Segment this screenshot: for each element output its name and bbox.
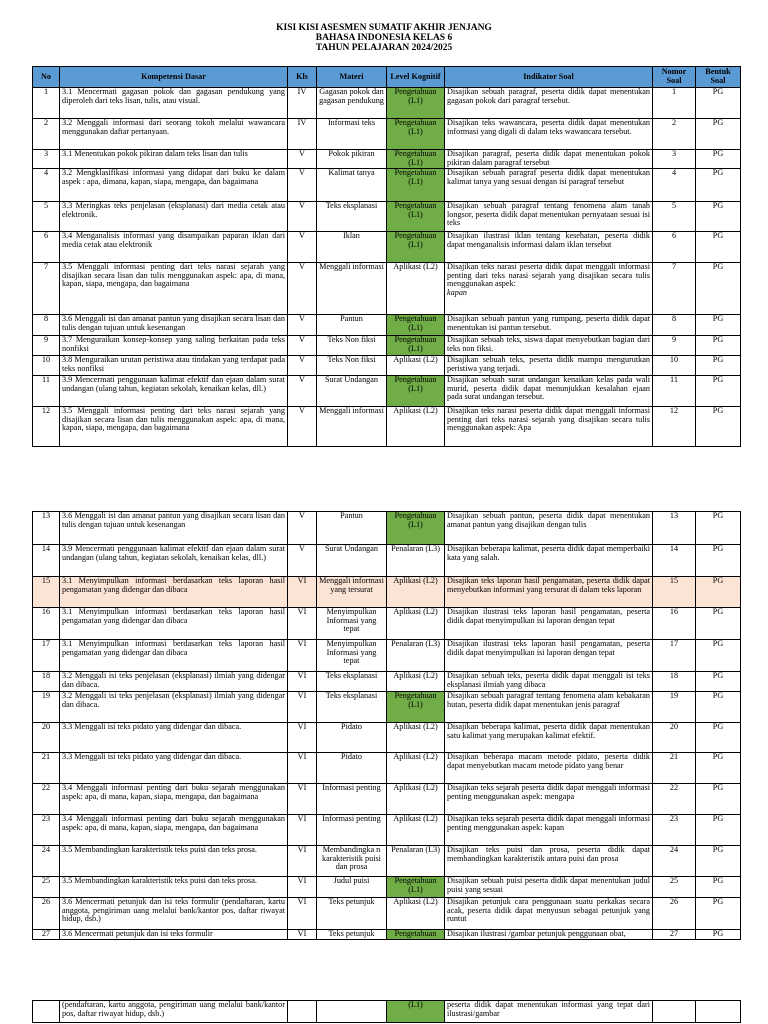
cell-materi: Teks petunjuk bbox=[317, 930, 387, 940]
table-row bbox=[33, 407, 741, 447]
cell-nomor: 21 bbox=[653, 753, 696, 784]
table-row bbox=[33, 119, 741, 150]
cell-bentuk: PG bbox=[696, 815, 741, 846]
cell-materi: Teks eksplanasi bbox=[317, 202, 387, 232]
table-row bbox=[33, 877, 741, 898]
cell-nomor: 14 bbox=[653, 545, 696, 577]
cell-nomor: 11 bbox=[653, 376, 696, 407]
cell-materi: Informasi penting bbox=[317, 815, 387, 846]
indikator-text: Disajikan teks narasi peserta didik dapat menggali informasi penting dari teks narasi sejarah yang disajikan secara tulis menggunakan aspek: bbox=[447, 262, 650, 289]
cell-indikator: Disajikan beberapa kalimat, peserta didik dapat memperbaiki kata yang salah. bbox=[445, 545, 653, 577]
cell-materi: Informasi teks bbox=[317, 119, 387, 150]
cell-kd: 3.3 Meringkas teks penjelasan (eksplanasi) dari media cetak atau elektronik. bbox=[60, 202, 288, 232]
cell-level: Pengetahuan bbox=[387, 930, 445, 940]
cell-bentuk: PG bbox=[696, 723, 741, 753]
col-header-kls: Kls bbox=[288, 67, 317, 88]
cell-bentuk: PG bbox=[696, 877, 741, 898]
cell-nomor: 4 bbox=[653, 169, 696, 202]
doc-title-line2: BAHASA INDONESIA KELAS 6 bbox=[315, 33, 453, 43]
table-row bbox=[33, 1001, 741, 1023]
cell-nomor: 17 bbox=[653, 640, 696, 672]
cell-kd: 3.1 Menyimpulkan informasi berdasarkan teks laporan hasil pengamatan yang didengar dan dibaca bbox=[60, 608, 288, 640]
cell-nomor: 24 bbox=[653, 846, 696, 877]
cell-nomor: 2 bbox=[653, 119, 696, 150]
cell-level: Pengetahuan (L1) bbox=[387, 88, 445, 119]
cell-kd: 3.1 Menyimpulkan informasi berdasarkan teks laporan hasil pengamatan yang didengar dan dibaca bbox=[60, 640, 288, 672]
cell-bentuk: PG bbox=[696, 315, 741, 336]
cell-nomor: 1 bbox=[653, 88, 696, 119]
cell-level: Aplikasi (L2) bbox=[387, 815, 445, 846]
cell-no: 7 bbox=[33, 263, 60, 315]
cell-level: Pengetahuan (L1) bbox=[387, 150, 445, 169]
cell-bentuk: PG bbox=[696, 202, 741, 232]
table-row bbox=[33, 263, 741, 315]
cell-nomor: 8 bbox=[653, 315, 696, 336]
cell-level: Aplikasi (L2) bbox=[387, 356, 445, 376]
table-row-highlighted bbox=[33, 577, 741, 608]
table-row bbox=[33, 784, 741, 815]
cell-indikator: Disajikan teks laporan hasil pengamatan, peserta didik dapat menyebutkan informasi yang tersurat di dalam teks laporan bbox=[445, 577, 653, 608]
table-row bbox=[33, 150, 741, 169]
table-row bbox=[33, 846, 741, 877]
cell-level: Pengetahuan (L1) bbox=[387, 336, 445, 356]
cell-materi: Teks Non fiksi bbox=[317, 356, 387, 376]
cell-indikator: Disajikan sebuah surat undangan kenaikan kelas pada wali murid, peserta didik dapat menunjukkan kesalahan ejaan pada surat undangan tersebut. bbox=[445, 376, 653, 407]
cell-no bbox=[33, 1001, 60, 1023]
cell-kls: VI bbox=[288, 815, 317, 846]
cell-bentuk: PG bbox=[696, 898, 741, 930]
cell-bentuk: PG bbox=[696, 846, 741, 877]
cell-kls: V bbox=[288, 407, 317, 447]
indikator-aspect: kapan bbox=[447, 287, 468, 297]
cell-bentuk: PG bbox=[696, 692, 741, 723]
cell-level: Pengetahuan (L1) bbox=[387, 232, 445, 263]
cell-kd: 3.4 Menggali informasi penting dari buku sejarah menggunakan aspek: apa, di mana, kapan, siapa, mengapa, dan bagaimana bbox=[60, 784, 288, 815]
cell-level: Aplikasi (L2) bbox=[387, 577, 445, 608]
cell-indikator: Disajikan teks puisi dan prosa, peserta didik dapat membandingkan karakteristik antara puisi dan prosa bbox=[445, 846, 653, 877]
cell-kls: IV bbox=[288, 119, 317, 150]
cell-no: 1 bbox=[33, 88, 60, 119]
cell-no: 25 bbox=[33, 877, 60, 898]
col-header-level: Level Kognitif bbox=[387, 67, 445, 88]
cell-kd: (pendaftaran, kartu anggota, pengiriman uang melalui bank/kantor pos, daftar riwayat hidup, dsb.) bbox=[60, 1001, 288, 1023]
cell-kls: VI bbox=[288, 608, 317, 640]
cell-kd: 3.2 Menggali informasi dari seorang tokoh melalui wawancara menggunakan daftar pertanyaan. bbox=[60, 119, 288, 150]
cell-kls: VI bbox=[288, 640, 317, 672]
cell-level: Pengetahuan (L1) bbox=[387, 315, 445, 336]
cell-kd: 3.5 Membandingkan karakteristik teks puisi dan teks prosa. bbox=[60, 846, 288, 877]
kisi-kisi-table-page3 bbox=[32, 1000, 741, 1023]
cell-indikator: Disajikan ilustrasi teks laporan hasil pengamatan, peserta didik dapat menyimpulkan isi laporan dengan tepat bbox=[445, 640, 653, 672]
cell-nomor: 5 bbox=[653, 202, 696, 232]
cell-indikator: Disajikan sebuah teks, peserta didik mampu mengurutkan peristiwa yang terjadi. bbox=[445, 356, 653, 376]
cell-no: 19 bbox=[33, 692, 60, 723]
cell-bentuk: PG bbox=[696, 232, 741, 263]
cell-kd: 3.5 Menggali informasi penting dari teks narasi sejarah yang disajikan secara lisan dan tulis menggunakan aspek: apa, di mana, kapan, siapa, mengapa, dan bagaimana bbox=[60, 407, 288, 447]
cell-kd: 3.2 Mengklasifikasi informasi yang didapat dari buku ke dalam aspek : apa, dimana, kapan, siapa, mengapa, dan bagaimana bbox=[60, 169, 288, 202]
cell-level: Pengetahuan (L1) bbox=[387, 169, 445, 202]
cell-no: 2 bbox=[33, 119, 60, 150]
cell-kls: V bbox=[288, 336, 317, 356]
cell-kd: 3.2 Menggali isi teks penjelasan (eksplanasi) ilmiah yang didengar dan dibaca. bbox=[60, 672, 288, 692]
cell-no: 26 bbox=[33, 898, 60, 930]
cell-nomor: 10 bbox=[653, 356, 696, 376]
cell-nomor: 18 bbox=[653, 672, 696, 692]
cell-level: Aplikasi (L2) bbox=[387, 753, 445, 784]
cell-kls: V bbox=[288, 512, 317, 545]
cell-indikator bbox=[445, 263, 653, 315]
cell-bentuk: PG bbox=[696, 577, 741, 608]
cell-no: 3 bbox=[33, 150, 60, 169]
table-row bbox=[33, 753, 741, 784]
cell-kd: 3.6 Mencermati petunjuk dan isi teks formulir (pendaftaran, kartu anggota, pengiriman uang melalui bank/kantor pos, daftar riwayat hidup, dsb.) bbox=[60, 898, 288, 930]
cell-bentuk: PG bbox=[696, 512, 741, 545]
cell-materi: Surat Undangan bbox=[317, 545, 387, 577]
cell-kls: V bbox=[288, 315, 317, 336]
cell-bentuk: PG bbox=[696, 640, 741, 672]
cell-kd: 3.1 Menentukan pokok pikiran dalam teks lisan dan tulis bbox=[60, 150, 288, 169]
cell-nomor: 9 bbox=[653, 336, 696, 356]
cell-bentuk: PG bbox=[696, 407, 741, 447]
cell-kd: 3.9 Mencermati penggunaan kalimat efektif dan ejaan dalam surat undangan (ulang tahun, kegiatan sekolah, kenaikan kelas, dll.) bbox=[60, 376, 288, 407]
cell-materi: Pidato bbox=[317, 723, 387, 753]
cell-materi: Pantun bbox=[317, 512, 387, 545]
cell-level: Aplikasi (L2) bbox=[387, 407, 445, 447]
cell-indikator: Disajikan sebuah pantun yang rumpang, peserta didik dapat menentukan isi pantun tersebut. bbox=[445, 315, 653, 336]
cell-indikator: Disajikan sebuah puisi peserta didik dapat menentukan judul puisi yang sesuai bbox=[445, 877, 653, 898]
cell-kls: IV bbox=[288, 88, 317, 119]
col-header-bentuk: Bentuk Soal bbox=[696, 67, 741, 88]
kisi-kisi-table-page2 bbox=[32, 511, 741, 940]
cell-level: Aplikasi (L2) bbox=[387, 672, 445, 692]
cell-nomor: 25 bbox=[653, 877, 696, 898]
cell-indikator: Disajikan sebuah paragraf, peserta didik dapat menentukan gagasan pokok dari paragraf tersebut. bbox=[445, 88, 653, 119]
cell-materi: Pidato bbox=[317, 753, 387, 784]
cell-indikator: Disajikan sebuah paragraf tentang fenomena alam kebakaran hutan, peserta didik dapat menentukan jenis paragraf bbox=[445, 692, 653, 723]
table-row bbox=[33, 898, 741, 930]
cell-level: Pengetahuan (L1) bbox=[387, 512, 445, 545]
cell-materi: Teks Non fiksi bbox=[317, 336, 387, 356]
cell-materi: Informasi penting bbox=[317, 784, 387, 815]
cell-nomor: 15 bbox=[653, 577, 696, 608]
cell-materi: Iklan bbox=[317, 232, 387, 263]
col-header-materi: Materi bbox=[317, 67, 387, 88]
cell-level: Aplikasi (L2) bbox=[387, 608, 445, 640]
cell-level: Penalaran (L3) bbox=[387, 545, 445, 577]
cell-nomor: 23 bbox=[653, 815, 696, 846]
cell-bentuk: PG bbox=[696, 930, 741, 940]
cell-kls: VI bbox=[288, 846, 317, 877]
cell-materi: Kalimat tanya bbox=[317, 169, 387, 202]
table-row bbox=[33, 232, 741, 263]
cell-bentuk: PG bbox=[696, 784, 741, 815]
cell-level: Pengetahuan (L1) bbox=[387, 119, 445, 150]
cell-materi: Teks eksplanasi bbox=[317, 692, 387, 723]
kisi-kisi-table-page1 bbox=[32, 66, 741, 447]
cell-level: Pengetahuan (L1) bbox=[387, 877, 445, 898]
table-row bbox=[33, 336, 741, 356]
cell-indikator: peserta didik dapat menentukan informasi yang tepat dari ilustrasi/gambar bbox=[445, 1001, 653, 1023]
cell-no: 24 bbox=[33, 846, 60, 877]
cell-nomor: 13 bbox=[653, 512, 696, 545]
table-row bbox=[33, 545, 741, 577]
cell-kls: VI bbox=[288, 784, 317, 815]
cell-indikator: Disajikan teks wawancara, peserta didik dapat menentukan informasi yang digali di dalam teks wawancara tersebut. bbox=[445, 119, 653, 150]
table-row bbox=[33, 640, 741, 672]
cell-indikator: Disajikan sebuah pantun, peserta didik dapat menentukan amanat pantun yang disajikan dengan tulis bbox=[445, 512, 653, 545]
cell-kd: 3.1 Mencermati gagasan pokok dan gagasan pendukung yang diperoleh dari teks lisan, tulis, atau visual. bbox=[60, 88, 288, 119]
cell-no: 4 bbox=[33, 169, 60, 202]
doc-title-line3: TAHUN PELAJARAN 2024/2025 bbox=[315, 43, 453, 53]
cell-indikator: Disajikan beberapa kalimat, peserta didik dapat menentukan satu kalimat yang merupakan kalimat efektif. bbox=[445, 723, 653, 753]
cell-indikator: Disajikan ilustrasi teks laporan hasil pengamatan, peserta didik dapat menyimpulkan isi laporan dengan tepat bbox=[445, 608, 653, 640]
cell-level: Aplikasi (L2) bbox=[387, 263, 445, 315]
cell-kls: V bbox=[288, 356, 317, 376]
table-row bbox=[33, 202, 741, 232]
cell-level: Pengetahuan (L1) bbox=[387, 692, 445, 723]
cell-bentuk: PG bbox=[696, 336, 741, 356]
cell-kls: VI bbox=[288, 877, 317, 898]
cell-no: 5 bbox=[33, 202, 60, 232]
cell-no: 10 bbox=[33, 356, 60, 376]
cell-materi: Teks eksplanasi bbox=[317, 672, 387, 692]
cell-indikator: Disajikan sebuah teks, peserta didik dapat menggali isi teks eksplanasi ilmiah yang dibaca bbox=[445, 672, 653, 692]
cell-kls: V bbox=[288, 232, 317, 263]
cell-no: 12 bbox=[33, 407, 60, 447]
cell-no: 9 bbox=[33, 336, 60, 356]
cell-kls: V bbox=[288, 376, 317, 407]
cell-kls: V bbox=[288, 169, 317, 202]
cell-indikator: Disajikan sebuah teks, siswa dapat menyebutkan bagian dari teks non fiksi. bbox=[445, 336, 653, 356]
cell-level: Pengetahuan (L1) bbox=[387, 376, 445, 407]
cell-no: 27 bbox=[33, 930, 60, 940]
cell-no: 11 bbox=[33, 376, 60, 407]
cell-level: Penalaran (L3) bbox=[387, 846, 445, 877]
cell-no: 15 bbox=[33, 577, 60, 608]
cell-nomor: 22 bbox=[653, 784, 696, 815]
cell-nomor: 7 bbox=[653, 263, 696, 315]
table-row bbox=[33, 608, 741, 640]
table-row bbox=[33, 512, 741, 545]
cell-kls: VI bbox=[288, 898, 317, 930]
cell-materi: Teks petunjuk bbox=[317, 898, 387, 930]
cell-materi: Menggali informasi yang tersurat bbox=[317, 577, 387, 608]
cell-kls: V bbox=[288, 263, 317, 315]
cell-kls: VI bbox=[288, 723, 317, 753]
cell-bentuk: PG bbox=[696, 608, 741, 640]
cell-materi bbox=[317, 1001, 387, 1023]
cell-kd: 3.6 Menggali isi dan amanat pantun yang disajikan secara lisan dan tulis dengan tujuan untuk kesenangan bbox=[60, 512, 288, 545]
cell-kd: 3.9 Mencermati penggunaan kalimat efektif dan ejaan dalam surat undangan (ulang tahun, kegiatan sekolah, kenaikan kelas, dll.) bbox=[60, 545, 288, 577]
col-header-nomor: Nomor Soal bbox=[653, 67, 696, 88]
cell-no: 18 bbox=[33, 672, 60, 692]
cell-no: 21 bbox=[33, 753, 60, 784]
cell-bentuk: PG bbox=[696, 169, 741, 202]
cell-bentuk: PG bbox=[696, 263, 741, 315]
cell-kd: 3.3 Menggali isi teks pidato yang didengar dan dibaca. bbox=[60, 753, 288, 784]
cell-kd: 3.5 Membandingkan karakteristik teks puisi dan teks prosa. bbox=[60, 877, 288, 898]
cell-level: Penalaran (L3) bbox=[387, 640, 445, 672]
cell-no: 8 bbox=[33, 315, 60, 336]
cell-kls: VI bbox=[288, 672, 317, 692]
cell-level: Aplikasi (L2) bbox=[387, 723, 445, 753]
cell-indikator: Disajikan beberapa macam metode pidato, peserta didik dapat menyebutkan macam metode pidato yang benar bbox=[445, 753, 653, 784]
cell-no: 20 bbox=[33, 723, 60, 753]
cell-materi: Membandingka n karakteristik puisi dan prosa bbox=[317, 846, 387, 877]
cell-indikator: Disajikan paragraf, peserta didik dapat menentukan pokok pikiran dalam paragraf tersebut bbox=[445, 150, 653, 169]
cell-nomor: 16 bbox=[653, 608, 696, 640]
cell-level: Aplikasi (L2) bbox=[387, 784, 445, 815]
cell-nomor bbox=[653, 1001, 696, 1023]
table-row bbox=[33, 356, 741, 376]
cell-bentuk: PG bbox=[696, 753, 741, 784]
cell-bentuk: PG bbox=[696, 672, 741, 692]
col-header-no: No bbox=[33, 67, 60, 88]
cell-indikator: Disajikan ilustrasi iklan tentang kesehatan, peserta didik dapat menganalisis informasi dalam iklan tersebut bbox=[445, 232, 653, 263]
cell-no: 22 bbox=[33, 784, 60, 815]
cell-materi: Surat Undangan bbox=[317, 376, 387, 407]
cell-materi: Judul puisi bbox=[317, 877, 387, 898]
cell-indikator: Disajikan sebuah paragraf tentang fenomena alam tanah longsor, peserta didik dapat menentukan pernyataan sesuai isi teks bbox=[445, 202, 653, 232]
table-row bbox=[33, 815, 741, 846]
cell-bentuk: PG bbox=[696, 88, 741, 119]
cell-kd: 3.5 Menggali informasi penting dari teks narasi sejarah yang disajikan secara lisan dan tulis menggunakan aspek: apa, di mana, kapan, siapa, mengapa, dan bagaimana bbox=[60, 263, 288, 315]
cell-indikator: Disajikan sebuah paragraf peserta didik dapat menentukan kalimat tanya yang sesuai dengan isi paragraf tersebut bbox=[445, 169, 653, 202]
cell-materi: Menggali informasi bbox=[317, 263, 387, 315]
cell-kd: 3.6 Mencermati petunjuk dan isi teks formulir bbox=[60, 930, 288, 940]
table-row bbox=[33, 930, 741, 940]
cell-materi: Pokok pikiran bbox=[317, 150, 387, 169]
cell-no: 13 bbox=[33, 512, 60, 545]
table-row bbox=[33, 376, 741, 407]
cell-kls: VI bbox=[288, 930, 317, 940]
cell-kd: 3.4 Menganalisis informasi yang disampaikan paparan iklan dari media cetak atau elektronik bbox=[60, 232, 288, 263]
cell-materi: Menggali informasi bbox=[317, 407, 387, 447]
cell-kls bbox=[288, 1001, 317, 1023]
cell-materi: Gagasan pokok dan gagasan pendukung bbox=[317, 88, 387, 119]
cell-kd: 3.3 Menggali isi teks pidato yang didengar dan dibaca. bbox=[60, 723, 288, 753]
cell-bentuk: PG bbox=[696, 150, 741, 169]
doc-title-line1: KISI KISI ASESMEN SUMATIF AKHIR JENJANG bbox=[276, 23, 492, 33]
cell-indikator: Disajikan teks sejarah peserta didik dapat menggali informasi penting menggunakan aspek: mengapa bbox=[445, 784, 653, 815]
table-row bbox=[33, 169, 741, 202]
cell-kd: 3.8 Menguraikan urutan peristiwa atau tindakan yang terdapat pada teks nonfiksi bbox=[60, 356, 288, 376]
cell-nomor: 26 bbox=[653, 898, 696, 930]
cell-nomor: 19 bbox=[653, 692, 696, 723]
cell-no: 16 bbox=[33, 608, 60, 640]
table-row bbox=[33, 315, 741, 336]
cell-kls: V bbox=[288, 545, 317, 577]
col-header-kompetensi: Kompetensi Dasar bbox=[60, 67, 288, 88]
col-header-indikator: Indikator Soal bbox=[445, 67, 653, 88]
cell-materi: Menyimpulkan Informasi yang tepat bbox=[317, 640, 387, 672]
cell-nomor: 27 bbox=[653, 930, 696, 940]
cell-no: 14 bbox=[33, 545, 60, 577]
cell-kls: VI bbox=[288, 753, 317, 784]
cell-materi: Menyimpulkan Informasi yang tepat bbox=[317, 608, 387, 640]
cell-indikator: Disajikan teks sejarah peserta didik dapat menggali informasi penting menggunakan aspek: kapan bbox=[445, 815, 653, 846]
cell-indikator: Disajikan petunjuk cara penggunaan suatu perkakas secara acak, peserta didik dapat menyusun sebagai petunjuk yang runtut bbox=[445, 898, 653, 930]
cell-kd: 3.4 Menggali informasi penting dari buku sejarah menggunakan aspek: apa, di mana, kapan, siapa, mengapa, dan bagaimana bbox=[60, 815, 288, 846]
cell-bentuk: PG bbox=[696, 356, 741, 376]
cell-kls: V bbox=[288, 150, 317, 169]
cell-bentuk bbox=[696, 1001, 741, 1023]
cell-kls: VI bbox=[288, 577, 317, 608]
cell-level: Aplikasi (L2) bbox=[387, 898, 445, 930]
table-row bbox=[33, 672, 741, 692]
cell-nomor: 6 bbox=[653, 232, 696, 263]
cell-nomor: 20 bbox=[653, 723, 696, 753]
cell-materi: Pantun bbox=[317, 315, 387, 336]
cell-indikator: Disajikan ilustrasi /gambar petunjuk penggunaan obat, bbox=[445, 930, 653, 940]
cell-nomor: 12 bbox=[653, 407, 696, 447]
cell-bentuk: PG bbox=[696, 376, 741, 407]
cell-no: 17 bbox=[33, 640, 60, 672]
cell-bentuk: PG bbox=[696, 545, 741, 577]
cell-kd: 3.7 Menguraikan konsep-konsep yang saling berkaitan pada teks nonfiksi bbox=[60, 336, 288, 356]
cell-level: Pengetahuan (L1) bbox=[387, 202, 445, 232]
cell-no: 23 bbox=[33, 815, 60, 846]
cell-nomor: 3 bbox=[653, 150, 696, 169]
cell-indikator: Disajikan teks narasi peserta didik dapat menggali informasi penting dari teks narasi sejarah yang disajikan secara tulis menggunakan aspek: Apa bbox=[445, 407, 653, 447]
cell-kd: 3.6 Menggali isi dan amanat pantun yang disajikan secara lisan dan tulis dengan tujuan untuk kesenangan bbox=[60, 315, 288, 336]
table-row bbox=[33, 88, 741, 119]
cell-kls: VI bbox=[288, 692, 317, 723]
table-row bbox=[33, 692, 741, 723]
cell-bentuk: PG bbox=[696, 119, 741, 150]
cell-kls: V bbox=[288, 202, 317, 232]
cell-kd: 3.1 Menyimpulkan informasi berdasarkan teks laporan hasil pengamatan yang didengar dan dibaca bbox=[60, 577, 288, 608]
table-row bbox=[33, 723, 741, 753]
cell-kd: 3.2 Menggali isi teks penjelasan (eksplanasi) ilmiah yang didengar dan dibaca. bbox=[60, 692, 288, 723]
cell-level: (L1) bbox=[387, 1001, 445, 1023]
cell-no: 6 bbox=[33, 232, 60, 263]
